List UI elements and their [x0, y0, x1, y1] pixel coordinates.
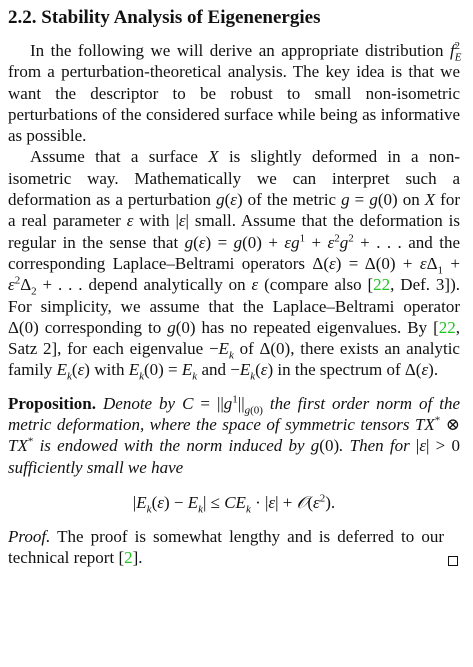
proposition-block: Proposition. Denote by $C = ||g^1||_{g(0)}$ the first order norm of the metric deformation, where the space of symmetric tensors TX* ⊗ TX* is endowed with the norm induced by g(0). Then for |ε| > 0 sufficiently small we have — [8, 393, 461, 477]
proposition-label: Proposition. — [8, 393, 97, 413]
display-equation: $|E_k(\varepsilon) - E_k| \le CE_k \cdot |\varepsilon|$ + $𝒪(\varepsilon^2)$. — [132, 492, 336, 516]
math-f-e-squared: f — [450, 41, 455, 60]
citation-link[interactable]: 2 — [124, 548, 133, 568]
citation-link[interactable]: 22 — [438, 317, 456, 337]
citation-link[interactable]: 22 — [373, 275, 391, 295]
proof-label: Proof. — [8, 526, 51, 546]
qed-square-icon — [448, 556, 458, 566]
paper-page — [8, 6, 460, 569]
section-heading: 2.2. Stability Analysis of Eigenenergies — [8, 7, 321, 28]
paragraph-intro: In the following we will derive an appropriate distribution $f_E^2$ from a perturbation-theoretical analysis. The key idea is that we want the descriptor to be robust to small non-isometric perturbations of the considered surface while being as informative as possible. — [8, 40, 462, 146]
proof-block: Proof. The proof is somewhat lengthy and is deferred to our technical report [2]. — [8, 526, 460, 569]
paragraph-deformation: Assume that a surface X is slightly deformed in a non-isometric way. Mathematically we can interpret such a deformation as a perturbation g(ε) of the metric g = g(0) on X for a real parameter ε with |ε| small. Assume that the deformation is regular in the sense that $g(\varepsilon) = g(0) + \varepsilon g^1 + \varepsilon^2g^2$ + . . . and the corresponding Laplace–Beltrami operators $\Delta(\varepsilon) = \Delta(0) + \varepsilon\Delta_1 + \varepsilon^2\Delta_2$ + . . . depend analytically on ε (compare also [22, Def. 3]). For simplicity, we assume that the Laplace–Beltrami operator Δ(0) corresponding to g(0) has no repeated eigenvalues. By [22, Satz 2], for each eigenvalue $-E_k$ of Δ(0), there exists an analytic family $E_k(\varepsilon)$ with $E_k(0) = E_k$ and $-E_k(\varepsilon)$ in the spectrum of Δ(ε). — [8, 147, 461, 383]
